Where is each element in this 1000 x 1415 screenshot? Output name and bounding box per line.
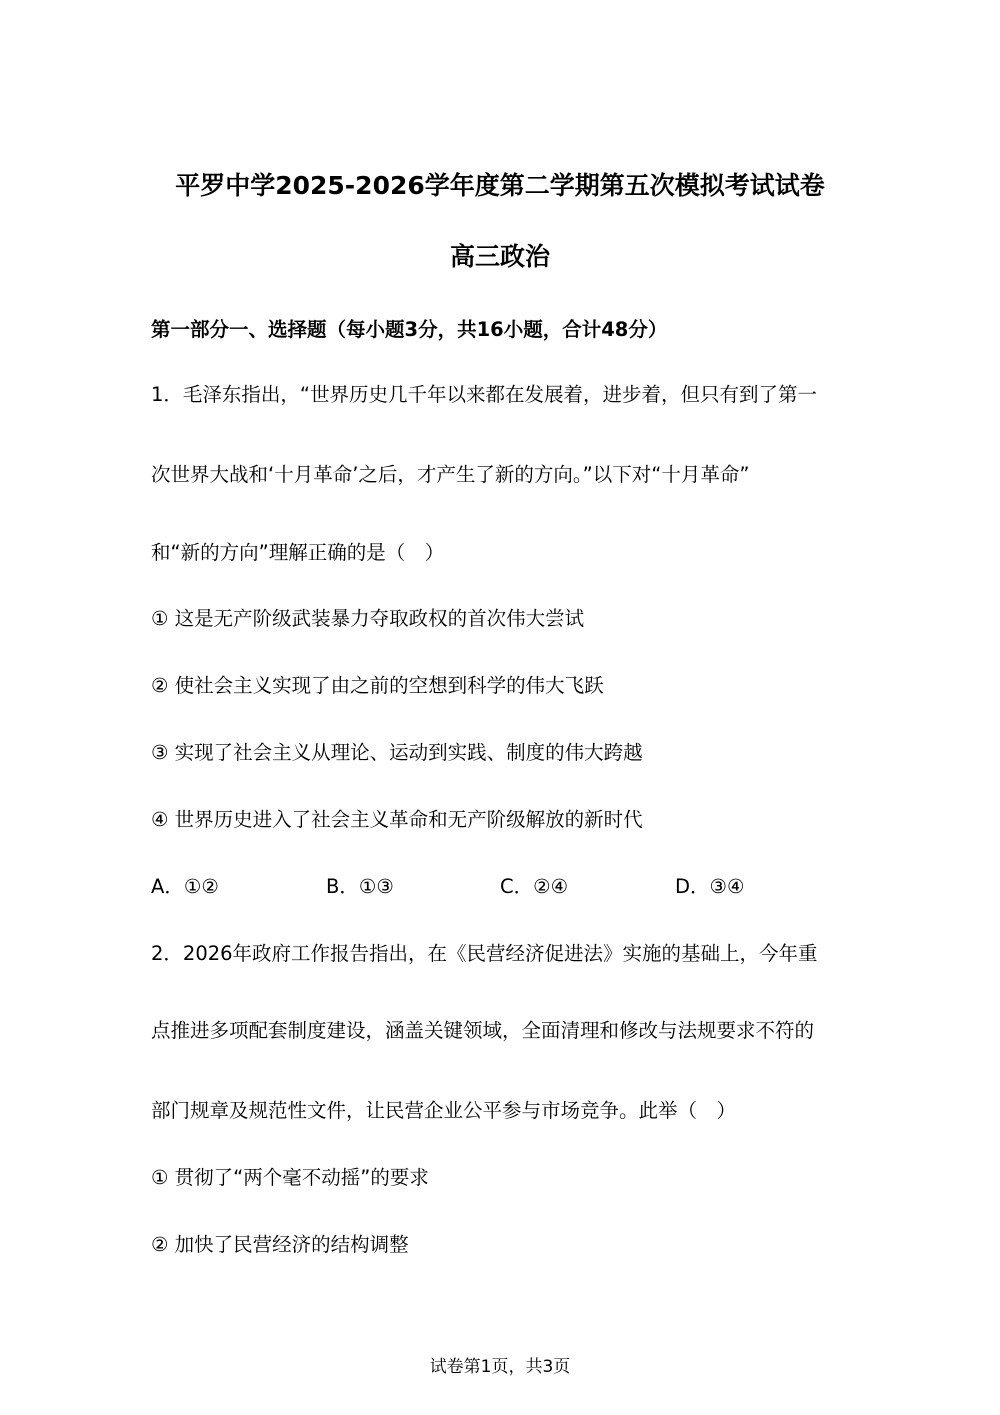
question-stem-line: 部门规章及规范性文件，让民营企业公平参与市场竞争。此举（ ）: [151, 1099, 737, 1122]
choice-b[interactable]: B．①③: [326, 875, 394, 898]
question-stem-line: 和“新的方向”理解正确的是（ ）: [151, 541, 445, 564]
question-stem-line: 次世界大战和‘十月革命’之后，才产生了新的方向。”以下对“十月革命”: [151, 463, 750, 486]
statement-1: ① 这是无产阶级武装暴力夺取政权的首次伟大尝试: [151, 607, 585, 630]
statement-1: ① 贯彻了“两个毫不动摇”的要求: [151, 1166, 429, 1189]
choice-d[interactable]: D．③④: [675, 875, 745, 898]
choice-a[interactable]: A．①②: [151, 875, 219, 898]
statement-3: ③ 实现了社会主义从理论、运动到实践、制度的伟大跨越: [151, 741, 643, 764]
exam-title: 平罗中学2025-2026学年度第二学期第五次模拟考试试卷: [175, 171, 825, 200]
statement-2: ② 使社会主义实现了由之前的空想到科学的伟大飞跃: [151, 674, 604, 697]
page-number: 试卷第1页，共3页: [429, 1357, 571, 1377]
question-stem-line: 2．2026年政府工作报告指出，在《民营经济促进法》实施的基础上，今年重: [151, 942, 818, 965]
section-heading: 第一部分一、选择题（每小题3分，共16小题，合计48分）: [151, 318, 668, 341]
exam-subject: 高三政治: [449, 242, 550, 271]
question-stem-line: 1．毛泽东指出，“世界历史几千年以来都在发展着，进步着，但只有到了第一: [151, 383, 818, 406]
statement-2: ② 加快了民营经济的结构调整: [151, 1233, 409, 1256]
question-stem-line: 点推进多项配套制度建设，涵盖关键领域，全面清理和修改与法规要求不符的: [151, 1019, 815, 1042]
statement-4: ④ 世界历史进入了社会主义革命和无产阶级解放的新时代: [151, 808, 643, 831]
choice-c[interactable]: C．②④: [500, 875, 569, 898]
